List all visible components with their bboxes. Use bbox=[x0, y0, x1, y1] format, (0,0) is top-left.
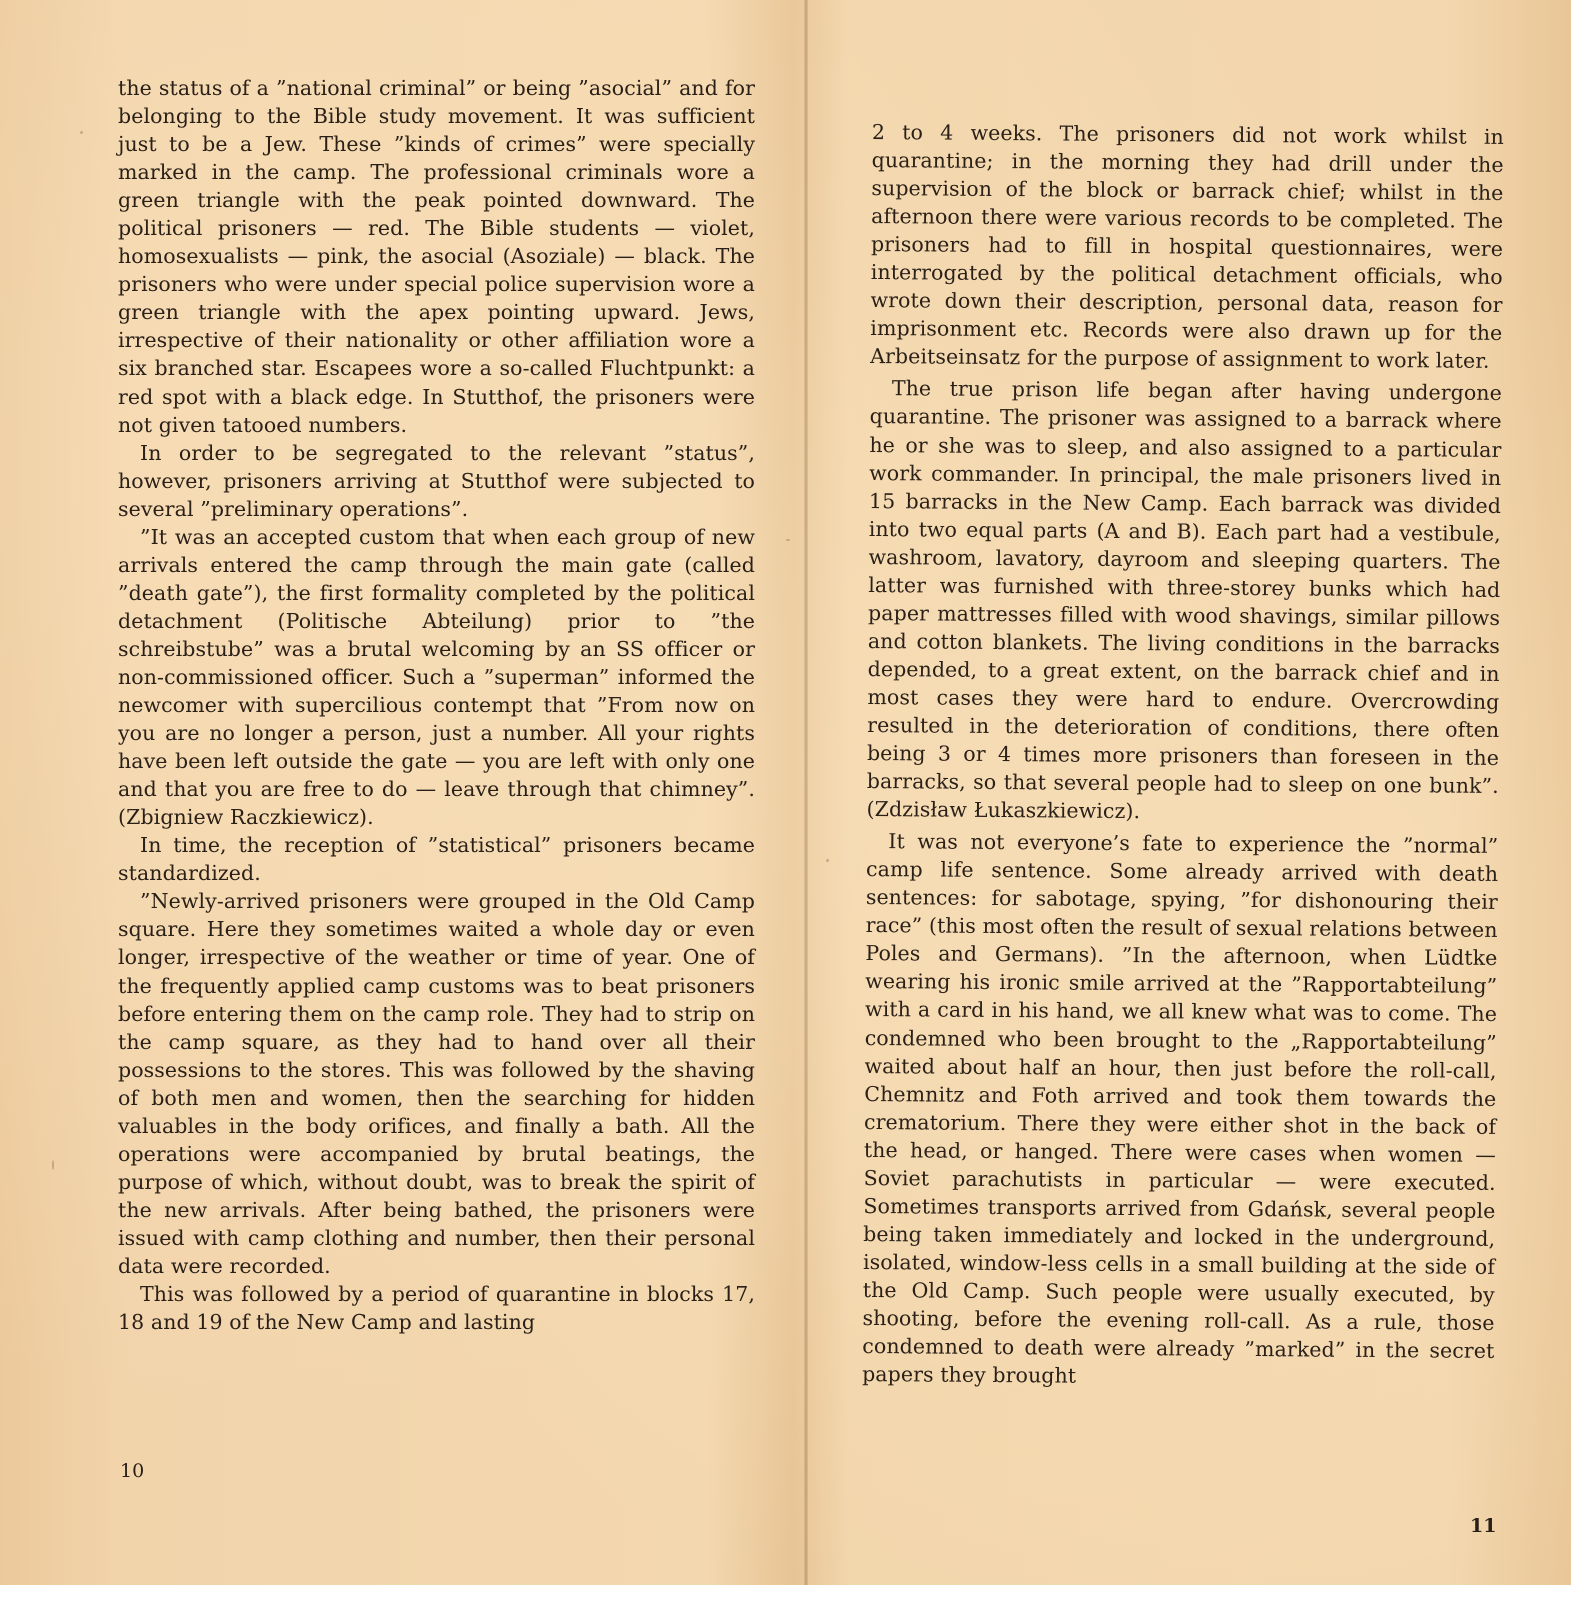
paragraph: In order to be segregated to the relevant ”status”, however, prisoners arriving at Stutthof were subjected to several ”preliminary operations”. bbox=[118, 440, 755, 521]
book-gutter bbox=[804, 0, 808, 1585]
paper-speck bbox=[826, 859, 829, 862]
paragraph: ”It was an accepted custom that when each group of new arrivals entered the camp through the main gate (called ”death gate”), the first formality completed by the political detachment (Politische Abteilung) prior to ”the schreibstube” was a brutal welcoming by an SS officer or non-commissioned officer. Such a ”superman” informed the newcomer with supercilious contempt that ”From now on you are no longer a person, just a number. All your rights have been left outside the gate — you are left with only one and that you are free to do — leave through that chimney”. (Zbigniew Raczkiewicz). bbox=[118, 524, 755, 830]
paper-speck bbox=[786, 539, 790, 541]
paragraph: The true prison life began after having undergone quarantine. The prisoner was assigned to a barrack where he or she was to sleep, and also assigned to a particular work commander. In principal, the male prisoners lived in 15 barracks in the New Camp. Each barrack was divided into two equal parts (A and B). Each part had a vestibule, washroom, lavatory, dayroom and sleeping quarters. The latter was furnished with three-storey bunks which had paper mattresses filled with wood shavings, similar pillows and cotton blankets. The living conditions in the barracks depended, to a great extent, on the barrack chief and in most cases they were hard to endure. Overcrowding resulted in the deterioration of conditions, there often being 3 or 4 times more prisoners than foreseen in the barracks, so that several people had to sleep on one bunk”. (Zdzisław Łukaszkiewicz). bbox=[866, 376, 1502, 824]
scan-margin bbox=[0, 1585, 1571, 1600]
paragraph: the status of a ”national criminal” or being ”asocial” and for belonging to the Bible study movement. It was sufficient just to be a Jew. These ”kinds of crimes” were specially marked in the camp. The professional criminals wore a green triangle with the peak pointed downward. The political prisoners — red. The Bible students — violet, homosexualists — pink, the asocial (Asoziale) — black. The prisoners who were under special police supervision wore a green triangle with the apex pointing upward. Jews, irrespective of their nationality or other affiliation wore a six branched star. Escapees wore a so-called Fluchtpunkt: a red spot with a black edge. In Stutthof, the prisoners were not given tatooed numbers. bbox=[118, 76, 755, 437]
page-number-left: 10 bbox=[120, 1460, 145, 1482]
left-page-text bbox=[118, 74, 755, 1336]
paragraph: In time, the reception of ”statistical” prisoners became standardized. bbox=[118, 833, 755, 886]
right-page-text bbox=[862, 118, 1504, 1393]
paper-speck bbox=[52, 1160, 54, 1170]
page-number-right: 11 bbox=[1470, 1515, 1497, 1537]
paragraph: ”Newly-arrived prisoners were grouped in the Old Camp square. Here they sometimes waited a whole day or even longer, irrespective of the weather or time of year. One of the frequently applied camp customs was to beat prisoners before entering them on the camp role. They had to strip on the camp square, as they had to hand over all their possessions to the stores. This was followed by the shaving of both men and women, then the searching for hidden valuables in the body orifices, and finally a bath. All the operations were accompanied by brutal beatings, the purpose of which, without doubt, was to break the spirit of the new arrivals. After being bathed, the prisoners were issued with camp clothing and number, then their personal data were recorded. bbox=[118, 889, 755, 1278]
paragraph: This was followed by a period of quarantine in blocks 17, 18 and 19 of the New Camp and lasting bbox=[118, 1282, 755, 1335]
paragraph: 2 to 4 weeks. The prisoners did not work whilst in quarantine; in the morning they had drill under the supervision of the block or barrack chief; whilst in the afternoon there were various records to be completed. The prisoners had to fill in hospital questionnaires, were interrogated by the political detachment officials, who wrote down their description, personal data, reason for imprisonment etc. Records were also drawn up for the Arbeitseinsatz for the purpose of assignment to work later. bbox=[870, 119, 1504, 374]
paragraph: It was not everyone’s fate to experience the ”normal” camp life sentence. Some already arrived with death sentences: for sabotage, spying, ”for dishonouring their race” (this most often the result of sexual relations between Poles and Germans). ”In the afternoon, when Lüdtke wearing his ironic smile arrived at the ”Rapportabteilung” with a card in his hand, we all knew what was to come. The condemned who been brought to the „Rapportabteilung” waited about half an hour, then just before the roll-call, Chemnitz and Foth arrived and took them towards the crematorium. There they were either shot in the back of the head, or hanged. There were cases when women — Soviet parachutists in particular — were executed. Sometimes transports arrived from Gdańsk, several people being taken immediately and locked in the underground, isolated, window-less cells in a small building at the side of the Old Camp. Such people were usually executed, by shooting, before the evening roll-call. As a rule, those condemned to death were already ”marked” in the secret papers they brought bbox=[862, 829, 1499, 1388]
paper-speck bbox=[80, 131, 83, 134]
